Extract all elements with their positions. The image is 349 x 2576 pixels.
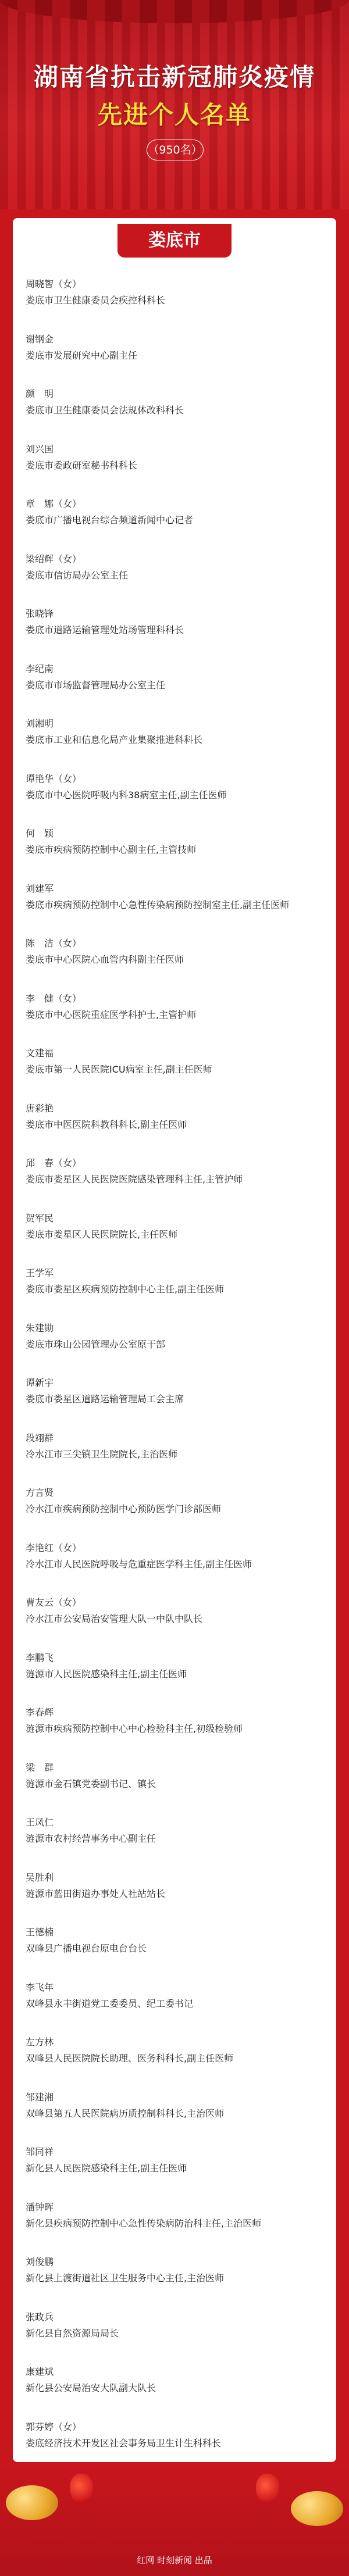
person-name: 谭艳华（女） [26,773,82,784]
list-item [26,1045,323,1101]
header-banner [0,0,349,209]
list-item [26,716,323,771]
person-name: 王德楠 [26,1927,54,1938]
list-item [26,2254,323,2309]
person-title: 娄底市广播电视台综合频道新闻中心记者 [26,515,194,526]
list-item [26,1870,323,1925]
list-item [26,1540,323,1595]
list-item [26,1924,323,1980]
person-name: 谢钢金 [26,333,54,345]
list-item [26,1705,323,1760]
list-item [26,771,323,826]
list-item [26,2364,323,2419]
list-item [26,551,323,606]
person-title: 娄底市第一人民医院ICU病室主任,副主任医师 [26,1064,212,1075]
person-name: 左方林 [26,2036,54,2048]
person-title: 新化县自然资源局局长 [26,2327,119,2339]
name-list-card [13,218,336,2462]
person-title: 冷水江市公安局治安管理大队一中队中队长 [26,1613,203,1624]
person-title: 娄底市中心医院心血管内科副主任医师 [26,954,184,965]
person-name: 李飞年 [26,1981,54,1993]
list-item [26,496,323,551]
list-item [26,2309,323,2364]
person-name: 段翊群 [26,1432,54,1444]
person-name: 张晓锋 [26,608,54,619]
person-title: 娄底经济技术开发区社会事务局卫生计生科科长 [26,2437,222,2449]
person-title: 冷水江市三尖镇卫生院院长,主治医师 [26,1448,178,1460]
person-title: 娄底市娄星区人民医院院长,主任医师 [26,1228,178,1240]
person-name: 康建斌 [26,2366,54,2377]
list-item [26,1155,323,1210]
person-title: 娄底市疾病预防控制中心急性传染病预防控制室主任,副主任医师 [26,899,290,910]
person-name: 郭芬婷（女） [26,2421,82,2432]
person-title: 娄底市卫生健康委员会疾控科科长 [26,295,166,306]
person-name: 谭新宇 [26,1377,54,1388]
person-title: 新化县疾病预防控制中心急性传染病防治科主任,主治医师 [26,2217,262,2229]
list-item [26,1320,323,1375]
list-item [26,935,323,991]
list-item [26,1980,323,2035]
person-title: 双峰县第五人民医院病历质控制科科长,主治医师 [26,2107,225,2119]
person-name: 梁 群 [26,1762,54,1773]
person-name: 李艳红（女） [26,1542,82,1553]
person-list [26,276,323,2474]
person-title: 娄底市娄星区人民医院医院感染管理科主任,主管护师 [26,1174,243,1185]
person-name: 邹建湘 [26,2091,54,2103]
person-title: 双峰县人民医院院长助理、医务科科长,副主任医师 [26,2053,234,2064]
person-title: 娄底市市场监督管理局办公室主任 [26,679,166,691]
person-name: 刘建军 [26,883,54,894]
list-item [26,1485,323,1540]
list-item [26,661,323,716]
person-title: 冷水江市疾病预防控制中心预防医学门诊部医师 [26,1503,222,1514]
list-item [26,1101,323,1156]
person-name: 颜 明 [26,388,54,399]
person-title: 娄底市委政研室秘书科科长 [26,459,138,471]
list-item [26,991,323,1046]
lantern-icon [70,2474,93,2503]
person-title: 新化县人民医院感染科主任,副主任医师 [26,2163,187,2174]
person-name: 潘钟晖 [26,2201,54,2213]
person-name: 陈 洁（女） [26,938,82,949]
person-title: 娄底市发展研究中心副主任 [26,349,138,361]
person-name: 吴胜利 [26,1871,54,1883]
page-title: 湖南省抗击新冠肺炎疫情 [33,63,315,91]
list-item [26,1760,323,1815]
list-item [26,386,323,441]
person-title: 涟源市蓝田街道办事处人社站站长 [26,1888,166,1899]
person-name: 贺军民 [26,1212,54,1224]
person-name: 李 健（女） [26,992,82,1004]
person-title: 娄底市信访局办公室主任 [26,569,129,581]
list-item [26,441,323,496]
person-title: 新化县上渡街道社区卫生服务中心主任,主治医师 [26,2273,225,2284]
person-title: 冷水江市人民医院呼吸与危重症医学科主任,副主任医师 [26,1558,252,1570]
person-name: 文建福 [26,1048,54,1059]
list-item [26,881,323,936]
list-item [26,1814,323,1870]
footer-credit: 红网 时刻新闻 出品 [137,2555,212,2566]
person-title: 娄底市道路运输管理处站场管理科科长 [26,624,184,635]
person-name: 王学军 [26,1267,54,1278]
list-item [26,2144,323,2199]
person-name: 李纪南 [26,663,54,674]
person-title: 新化县公安局治安大队副大队长 [26,2382,156,2393]
person-title: 娄底市卫生健康委员会法规体改科科长 [26,405,184,416]
person-name: 邹同祥 [26,2146,54,2157]
person-name: 张政兵 [26,2311,54,2323]
person-title: 娄底市娄星区疾病预防控制中心主任,副主任医师 [26,1284,225,1295]
person-title: 娄底市娄星区道路运输管理局工会主席 [26,1394,184,1405]
person-name: 曹友云（女） [26,1597,82,1608]
gold-ingot-icon [291,2491,343,2526]
person-name: 刘湘明 [26,718,54,729]
person-title: 娄底市中医医院科教科科长,副主任医师 [26,1119,187,1130]
person-title: 娄底市工业和信息化局产业集聚推进科科长 [26,734,203,745]
list-item [26,1430,323,1485]
person-title: 涟源市农村经营事务中心副主任 [26,1833,156,1844]
person-name: 朱建勋 [26,1322,54,1334]
list-item [26,606,323,661]
person-title: 娄底市中心医院呼吸内科38病室主任,副主任医师 [26,789,227,801]
person-name: 唐彩艳 [26,1102,54,1114]
list-item [26,2199,323,2255]
gold-ingot-icon [6,2485,58,2520]
curtain-decoration [0,0,349,23]
person-name: 方言贤 [26,1487,54,1498]
list-item [26,1650,323,1705]
person-title: 双峰县永丰街道党工委委员、纪工委书记 [26,1998,194,2009]
person-title: 娄底市珠山公园管理办公室原干部 [26,1338,166,1350]
lantern-icon [256,2474,279,2503]
person-title: 涟源市人民医院感染科主任,副主任医师 [26,1668,187,1680]
person-name: 李鹏飞 [26,1652,54,1663]
person-name: 李春辉 [26,1707,54,1718]
person-name: 章 娜（女） [26,498,82,509]
list-item [26,826,323,881]
list-item [26,1375,323,1430]
count-badge: （950名） [147,140,204,160]
person-name: 刘兴国 [26,443,54,455]
list-item [26,1595,323,1650]
section-title: 娄底市 [117,224,232,258]
person-title: 娄底市中心医院重症医学科护士,主管护师 [26,1009,197,1020]
person-title: 涟源市金石镇党委副书记、镇长 [26,1778,156,1789]
person-title: 涟源市疾病预防控制中心中心检验科主任,初级检验师 [26,1723,243,1734]
person-name: 邱 春（女） [26,1157,82,1169]
person-title: 双峰县广播电视台原电台台长 [26,1943,147,1954]
list-item [26,331,323,387]
list-item [26,1210,323,1266]
person-name: 刘俊鹏 [26,2256,54,2267]
person-name: 周晓智（女） [26,278,82,290]
list-item [26,2089,323,2145]
person-name: 何 颖 [26,828,54,839]
list-item [26,1265,323,1320]
list-item [26,276,323,331]
page-subtitle: 先进个人名单 [97,101,251,129]
person-title: 娄底市疾病预防控制中心副主任,主管技师 [26,844,197,855]
list-item [26,2034,323,2089]
person-name: 王凤仁 [26,1817,54,1828]
person-name: 梁绍辉（女） [26,553,82,564]
